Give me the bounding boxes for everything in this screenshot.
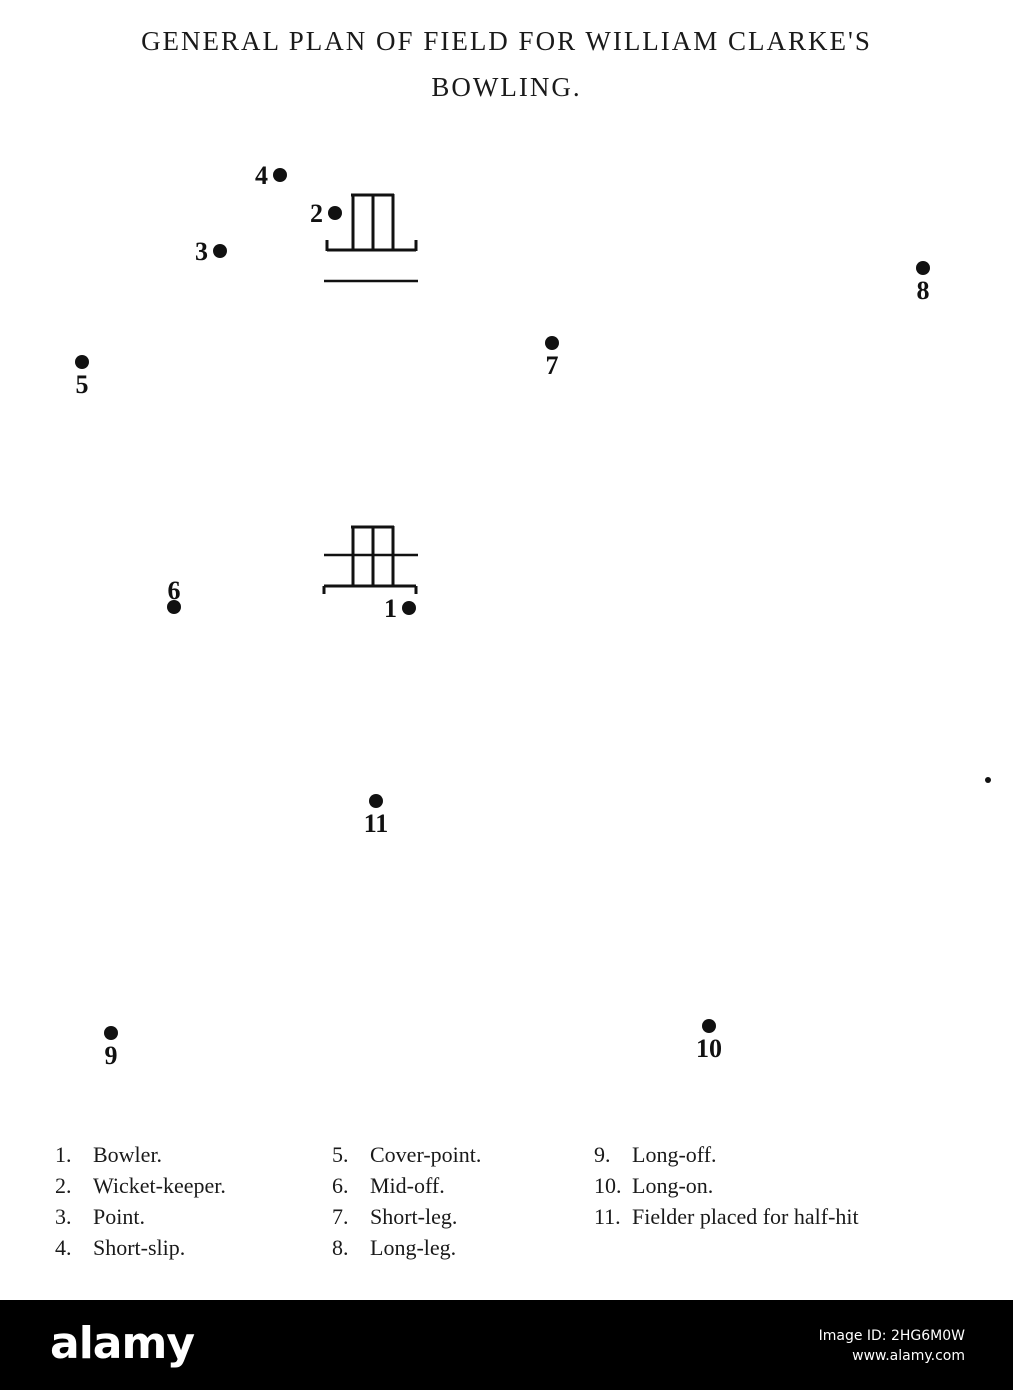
legend-item <box>55 1173 226 1204</box>
fielder-dot <box>273 168 287 182</box>
legend-item <box>55 1142 226 1173</box>
legend-number: 2. <box>55 1173 72 1198</box>
legend-text: Bowler. <box>93 1142 163 1167</box>
legend-item <box>332 1142 481 1173</box>
fielder-number: 7 <box>545 351 559 380</box>
diagram-title-line-2: BOWLING. <box>431 72 582 102</box>
legend-item <box>594 1142 859 1173</box>
fielder-11 <box>364 794 389 838</box>
fielder-2 <box>310 199 342 228</box>
fielder-7 <box>545 336 559 380</box>
legend-number: 7. <box>332 1204 349 1229</box>
fielder-10 <box>696 1019 722 1063</box>
legend-item <box>594 1173 859 1204</box>
image-info <box>760 1326 965 1366</box>
fielder-dot <box>104 1026 118 1040</box>
fielder-9 <box>104 1026 118 1070</box>
legend-text: Long-on. <box>632 1173 714 1198</box>
legend-item <box>332 1173 481 1204</box>
fielder-number: 2 <box>310 199 323 228</box>
fielder-dot <box>213 244 227 258</box>
fielder-dot <box>369 794 383 808</box>
fielder-3 <box>195 237 227 266</box>
fielder-dot <box>916 261 930 275</box>
fielder-4 <box>255 161 287 190</box>
legend-text: Fielder placed for half-hit <box>632 1204 859 1229</box>
legend-item <box>594 1204 859 1235</box>
fielder-number: 9 <box>104 1041 118 1070</box>
fielder-number: 4 <box>255 161 268 190</box>
fielder-number: 6 <box>167 576 181 605</box>
legend-text: Point. <box>93 1204 145 1229</box>
legend-item <box>332 1204 481 1235</box>
fielder-dot <box>702 1019 716 1033</box>
legend-number: 8. <box>332 1235 349 1260</box>
legend-number: 6. <box>332 1173 349 1198</box>
legend-number: 11. <box>594 1204 621 1229</box>
legend-text: Long-off. <box>632 1142 717 1167</box>
bowling-wicket <box>324 526 418 594</box>
fielder-number: 10 <box>696 1034 722 1063</box>
fielder-number: 5 <box>75 370 89 399</box>
brand-logo: alamy <box>50 1318 194 1369</box>
legend-number: 4. <box>55 1235 72 1260</box>
legend-text: Long-leg. <box>370 1235 457 1260</box>
legend-item <box>55 1235 226 1266</box>
legend-number: 5. <box>332 1142 349 1167</box>
fielder-1 <box>384 594 416 623</box>
legend-number: 3. <box>55 1204 72 1229</box>
site-url: www.alamy.com <box>852 1348 965 1364</box>
legend-number: 1. <box>55 1142 72 1167</box>
legend-item <box>332 1235 481 1266</box>
fielder-dot <box>402 601 416 615</box>
legend-item <box>55 1204 226 1235</box>
legend-text: Mid-off. <box>370 1173 445 1198</box>
fielder-positions <box>75 161 930 1070</box>
fielder-dot <box>75 355 89 369</box>
fielder-number: 3 <box>195 237 208 266</box>
legend-text: Short-leg. <box>370 1204 458 1229</box>
fielder-6 <box>167 576 181 614</box>
legend-number: 10. <box>594 1173 622 1198</box>
image-id: Image ID: 2HG6M0W <box>818 1328 965 1344</box>
fielder-5 <box>75 355 89 399</box>
fielder-8 <box>916 261 930 305</box>
legend-text: Cover-point. <box>370 1142 482 1167</box>
stray-dot <box>985 777 991 783</box>
legend-column-1 <box>55 1142 226 1266</box>
diagram-title-line-1: GENERAL PLAN OF FIELD FOR WILLIAM CLARKE'S <box>141 26 872 56</box>
fielder-number: 11 <box>363 809 389 838</box>
legend-text: Short-slip. <box>93 1235 186 1260</box>
legend-column-2 <box>332 1142 481 1266</box>
fielder-number: 8 <box>916 276 930 305</box>
legend-column-3 <box>594 1142 859 1235</box>
legend-text: Wicket-keeper. <box>93 1173 226 1198</box>
fielder-dot <box>328 206 342 220</box>
fielder-dot <box>545 336 559 350</box>
legend-number: 9. <box>594 1142 611 1167</box>
fielder-number: 1 <box>384 594 397 623</box>
